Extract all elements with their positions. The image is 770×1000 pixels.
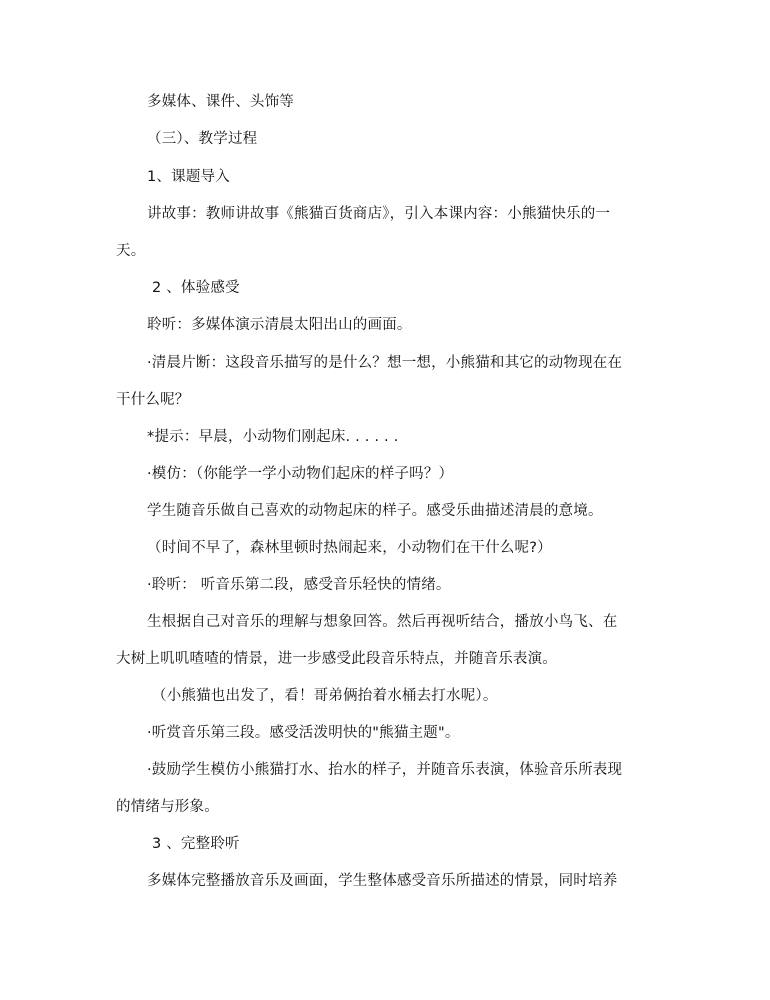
paragraph-storytelling-cont: 天。 (116, 243, 146, 259)
paragraph-students-answer: 生根据自己对音乐的理解与想象回答。然后再视听结合，播放小鸟飞、在 (147, 614, 618, 630)
paragraph-students-answer-cont: 大树上叽叽喳喳的情景，进一步感受此段音乐特点，并随音乐表演。 (116, 651, 557, 667)
paragraph-morning-segment: ·清晨片断：这段音乐描写的是什么？想一想，小熊猫和其它的动物现在在 (147, 355, 623, 371)
section-heading-teaching-process: （三）、教学过程 (147, 131, 258, 147)
step-heading-experience: 2 、体验感受 (152, 280, 240, 296)
step-heading-intro: 1、课题导入 (147, 169, 230, 185)
paragraph-encourage-imitate: ·鼓励学生模仿小熊猫打水、抬水的样子，并随音乐表演，体验音乐所表现 (147, 762, 623, 778)
step-heading-full-listen: 3 、完整聆听 (152, 836, 240, 852)
paragraph-materials: 多媒体、课件、头饰等 (147, 94, 294, 110)
paragraph-students-act: 学生随音乐做自己喜欢的动物起床的样子。感受乐曲描述清晨的意境。 (147, 503, 603, 519)
paragraph-panda-sets-off: （小熊猫也出发了，看！哥弟俩抬着水桶去打水呢）。 (152, 688, 498, 704)
paragraph-storytelling: 讲故事：教师讲故事《熊猫百货商店》，引入本课内容：小熊猫快乐的一 (147, 206, 611, 222)
paragraph-morning-segment-cont: 干什么呢？ (116, 392, 190, 408)
paragraph-listen-second: ·聆听： 听音乐第二段，感受音乐轻快的情绪。 (147, 577, 451, 593)
paragraph-listen-sunrise: 聆听：多媒体演示清晨太阳出山的画面。 (147, 317, 412, 333)
paragraph-encourage-imitate-cont: 的情绪与形象。 (116, 799, 219, 815)
paragraph-full-playback: 多媒体完整播放音乐及画面，学生整体感受音乐所描述的情景，同时培养 (147, 873, 618, 889)
paragraph-imitate: ·模仿：（你能学一学小动物们起床的样子吗？） (147, 466, 454, 482)
paragraph-hint: *提示：早晨，小动物们刚起床. . . . . . (147, 429, 399, 445)
paragraph-listen-third: ·听赏音乐第三段。感受活泼明快的"熊猫主题"。 (147, 725, 460, 741)
paragraph-forest-lively: （时间不早了，森林里顿时热闹起来，小动物们在干什么呢?） (147, 540, 552, 556)
